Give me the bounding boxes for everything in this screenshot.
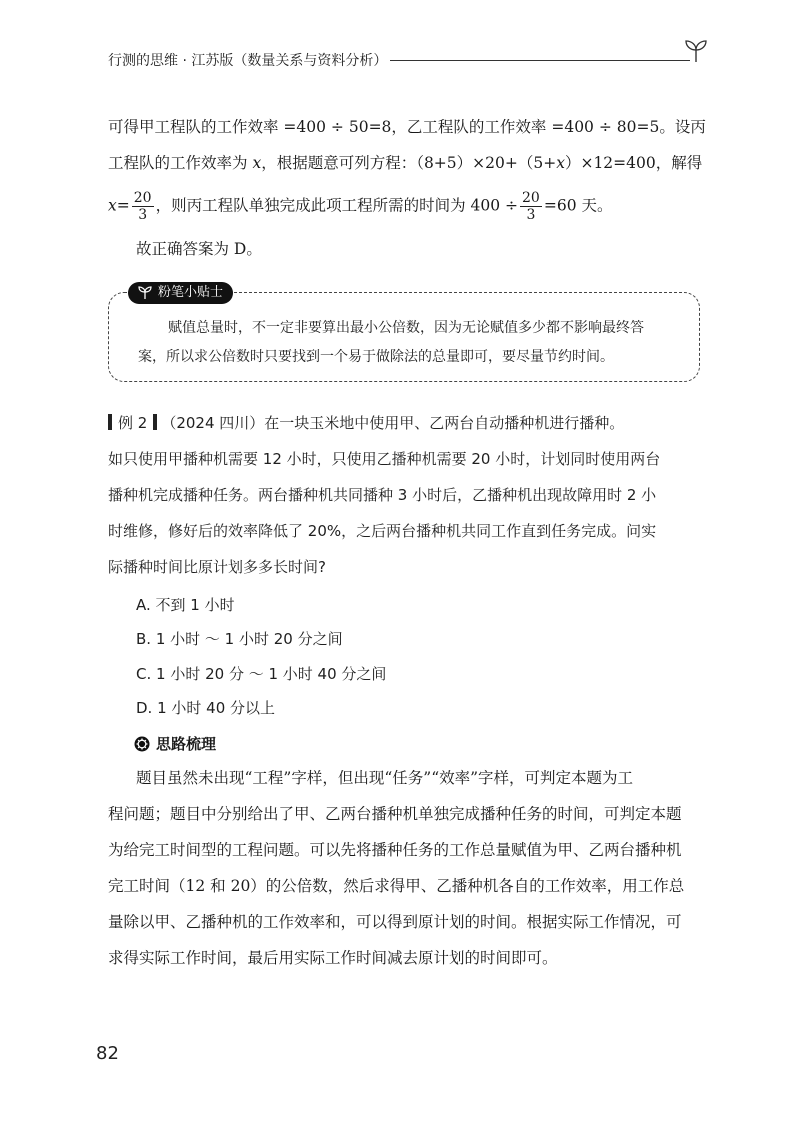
question-line-3: 播种机完成播种任务。两台播种机共同播种 3 小时后，乙播种机出现故障用时 2 小 <box>108 486 657 504</box>
analysis-line-4: 完工时间（12 和 20）的公倍数，然后求得甲、乙播种机各自的工作效率，用工作总 <box>108 877 685 895</box>
example-source: （2024 四川） <box>161 414 265 432</box>
page-number: 82 <box>96 1043 119 1064</box>
answer-line: 故正确答案为 D。 <box>136 240 262 258</box>
tip-tag-label: 粉笔小贴士 <box>158 285 224 300</box>
variable-x: x <box>556 154 565 172</box>
analysis-line-5: 量除以甲、乙播种机的工作效率和，可以得到原计划的时间。根据实际工作情况，可 <box>108 913 682 931</box>
tip-line-2: 案，所以求公倍数时只要找到一个易于做除法的总量即可，要尽量节约时间。 <box>138 349 614 365</box>
example-bar-right <box>153 414 157 430</box>
solution-text: ）×12=400，解得 <box>564 154 703 172</box>
question-line-2: 如只使用甲播种机需要 12 小时，只使用乙播种机需要 20 小时，计划同时使用两台 <box>108 450 661 468</box>
fraction <box>520 190 542 223</box>
option-d: D. 1 小时 40 分以上 <box>136 699 276 717</box>
example-line-1 <box>108 412 698 434</box>
option-c: C. 1 小时 20 分 ～ 1 小时 40 分之间 <box>136 665 387 683</box>
question-text: 在一块玉米地中使用甲、乙两台自动播种机进行播种。 <box>264 414 625 432</box>
option-b: B. 1 小时 ～ 1 小时 20 分之间 <box>136 630 343 648</box>
fraction-numerator: 20 <box>522 190 540 206</box>
analysis-line-1: 题目虽然未出现“工程”字样，但出现“任务”“效率”字样，可判定本题为工 <box>136 769 634 787</box>
solution-text: ，根据题意可列方程：（8+5）×20+（5+ <box>261 154 557 172</box>
analysis-line-3: 为给完工时间型的工程问题。可以先将播种任务的工作总量赋值为甲、乙两台播种机 <box>108 841 682 859</box>
tip-line-1: 赋值总量时，不一定非要算出最小公倍数，因为无论赋值多少都不影响最终答 <box>168 320 644 336</box>
solution-text: =60 天。 <box>543 196 613 215</box>
fraction-denominator: 3 <box>138 207 148 223</box>
question-line-5: 际播种时间比原计划多多长时间? <box>108 558 326 576</box>
sprout-icon <box>682 38 710 64</box>
analysis-heading <box>134 733 216 755</box>
variable-x: x <box>108 196 117 215</box>
example-bar-left <box>108 414 112 430</box>
solution-text: ，则丙工程队单独完成此项工程所需的时间为 400 ÷ <box>155 196 519 215</box>
example-label: 例 2 <box>118 414 148 432</box>
fraction <box>132 190 154 223</box>
header-rule <box>390 60 690 61</box>
solution-text: 工程队的工作效率为 <box>108 154 253 172</box>
tip-tag <box>128 282 233 304</box>
solution-line-1: 可得甲工程队的工作效率 =400 ÷ 50=8，乙工程队的工作效率 =400 ÷ 80=5。设丙 <box>108 118 706 136</box>
running-header <box>108 38 708 68</box>
solution-line-2 <box>108 152 703 174</box>
sprout-icon <box>137 286 153 300</box>
analysis-title: 思路梳理 <box>156 735 217 753</box>
solution-line-3 <box>108 190 698 223</box>
book-title: 行测的思维 · 江苏版（数量关系与资料分析） <box>108 53 388 69</box>
fraction-numerator: 20 <box>133 190 152 206</box>
gear-icon <box>134 736 150 752</box>
analysis-line-2: 程问题；题目中分别给出了甲、乙两台播种机单独完成播种任务的时间，可判定本题 <box>108 805 682 823</box>
fraction-denominator: 3 <box>526 207 536 223</box>
variable-x: x <box>252 154 262 172</box>
analysis-line-6: 求得实际工作时间，最后用实际工作时间减去原计划的时间即可。 <box>108 949 558 967</box>
equals-sign: = <box>116 196 130 215</box>
question-line-4: 时维修，修好后的效率降低了 20%，之后两台播种机共同工作直到任务完成。问实 <box>108 522 657 540</box>
option-a: A. 不到 1 小时 <box>136 596 235 614</box>
